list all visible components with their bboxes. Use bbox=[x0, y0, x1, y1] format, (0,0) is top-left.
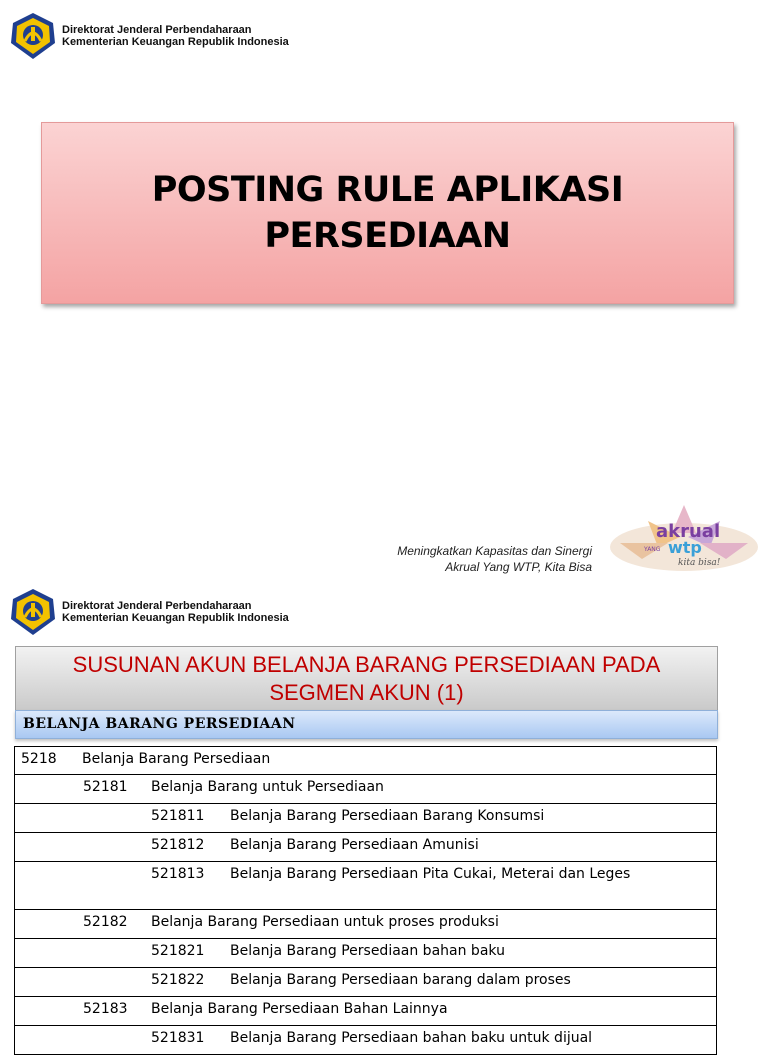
org-line-2: Kementerian Keuangan Republik Indonesia bbox=[62, 612, 289, 624]
account-code: 521821 bbox=[151, 943, 205, 959]
org-line-1: Direktorat Jenderal Perbendaharaan bbox=[62, 24, 252, 36]
account-cell bbox=[15, 968, 717, 997]
account-cell bbox=[15, 939, 717, 968]
account-label: Belanja Barang Persediaan Amunisi bbox=[230, 837, 479, 853]
account-label: Belanja Barang Persediaan barang dalam proses bbox=[230, 972, 571, 988]
account-cell bbox=[15, 862, 717, 910]
account-code: 521813 bbox=[151, 866, 205, 882]
account-label: Belanja Barang Persediaan Pita Cukai, Meterai dan Leges bbox=[230, 866, 631, 882]
account-code: 521812 bbox=[151, 837, 205, 853]
table-row bbox=[15, 968, 717, 997]
akrual-wtp-logo bbox=[608, 503, 760, 575]
account-cell bbox=[15, 804, 717, 833]
account-cell bbox=[15, 775, 717, 804]
account-label: Belanja Barang Persediaan Barang Konsumsi bbox=[230, 808, 545, 824]
table-row bbox=[15, 833, 717, 862]
account-code: 52181 bbox=[83, 779, 128, 795]
account-code: 52182 bbox=[83, 914, 128, 930]
account-label: Belanja Barang Persediaan bahan baku untuk dijual bbox=[230, 1030, 593, 1046]
account-table bbox=[14, 746, 717, 1055]
tagline-line-1: Meningkatkan Kapasitas dan Sinergi bbox=[397, 544, 592, 558]
organization-name bbox=[62, 600, 289, 624]
account-code: 5218 bbox=[21, 751, 57, 767]
table-row bbox=[15, 997, 717, 1026]
svg-text:kita bisa!: kita bisa! bbox=[678, 558, 721, 568]
title-line-2: PERSEDIAAN bbox=[264, 216, 511, 256]
account-cell bbox=[15, 910, 717, 939]
account-code: 521811 bbox=[151, 808, 205, 824]
account-cell bbox=[15, 747, 717, 775]
account-cell bbox=[15, 833, 717, 862]
kemenkeu-logo bbox=[8, 11, 58, 61]
table-row bbox=[15, 862, 717, 910]
akun-slide bbox=[0, 576, 768, 1046]
organization-name bbox=[62, 24, 289, 48]
org-line-2: Kementerian Keuangan Republik Indonesia bbox=[62, 36, 289, 48]
subheading: BELANJA BARANG PERSEDIAAN bbox=[23, 716, 296, 732]
org-line-1: Direktorat Jenderal Perbendaharaan bbox=[62, 600, 252, 612]
subheading-band bbox=[15, 710, 718, 739]
account-cell bbox=[15, 997, 717, 1026]
account-code: 521822 bbox=[151, 972, 205, 988]
svg-text:YANG: YANG bbox=[644, 546, 661, 553]
account-code: 52183 bbox=[83, 1001, 128, 1017]
title-box bbox=[41, 122, 734, 304]
account-label: Belanja Barang Persediaan Bahan Lainnya bbox=[151, 1001, 448, 1017]
slide-header bbox=[8, 10, 289, 62]
section-heading bbox=[15, 646, 718, 712]
svg-text:akrual: akrual bbox=[656, 521, 721, 542]
table-row bbox=[15, 804, 717, 833]
account-label: Belanja Barang Persediaan bahan baku bbox=[230, 943, 505, 959]
account-cell bbox=[15, 1026, 717, 1055]
table-row bbox=[15, 910, 717, 939]
title-line-1: POSTING RULE APLIKASI bbox=[151, 170, 624, 210]
table-row bbox=[15, 939, 717, 968]
account-label: Belanja Barang Persediaan untuk proses produksi bbox=[151, 914, 499, 930]
tagline bbox=[397, 543, 592, 575]
heading-line-2: SEGMEN AKUN (1) bbox=[269, 680, 464, 705]
svg-text:wtp: wtp bbox=[668, 538, 702, 557]
table-row bbox=[15, 747, 717, 775]
account-code: 521831 bbox=[151, 1030, 205, 1046]
account-label: Belanja Barang Persediaan bbox=[82, 751, 271, 767]
account-label: Belanja Barang untuk Persediaan bbox=[151, 779, 384, 795]
tagline-line-2: Akrual Yang WTP, Kita Bisa bbox=[445, 560, 592, 574]
slide-header bbox=[8, 586, 289, 638]
table-row bbox=[15, 1026, 717, 1055]
kemenkeu-logo bbox=[8, 587, 58, 637]
heading-line-1: SUSUNAN AKUN BELANJA BARANG PERSEDIAAN PADA bbox=[72, 652, 661, 677]
table-row bbox=[15, 775, 717, 804]
